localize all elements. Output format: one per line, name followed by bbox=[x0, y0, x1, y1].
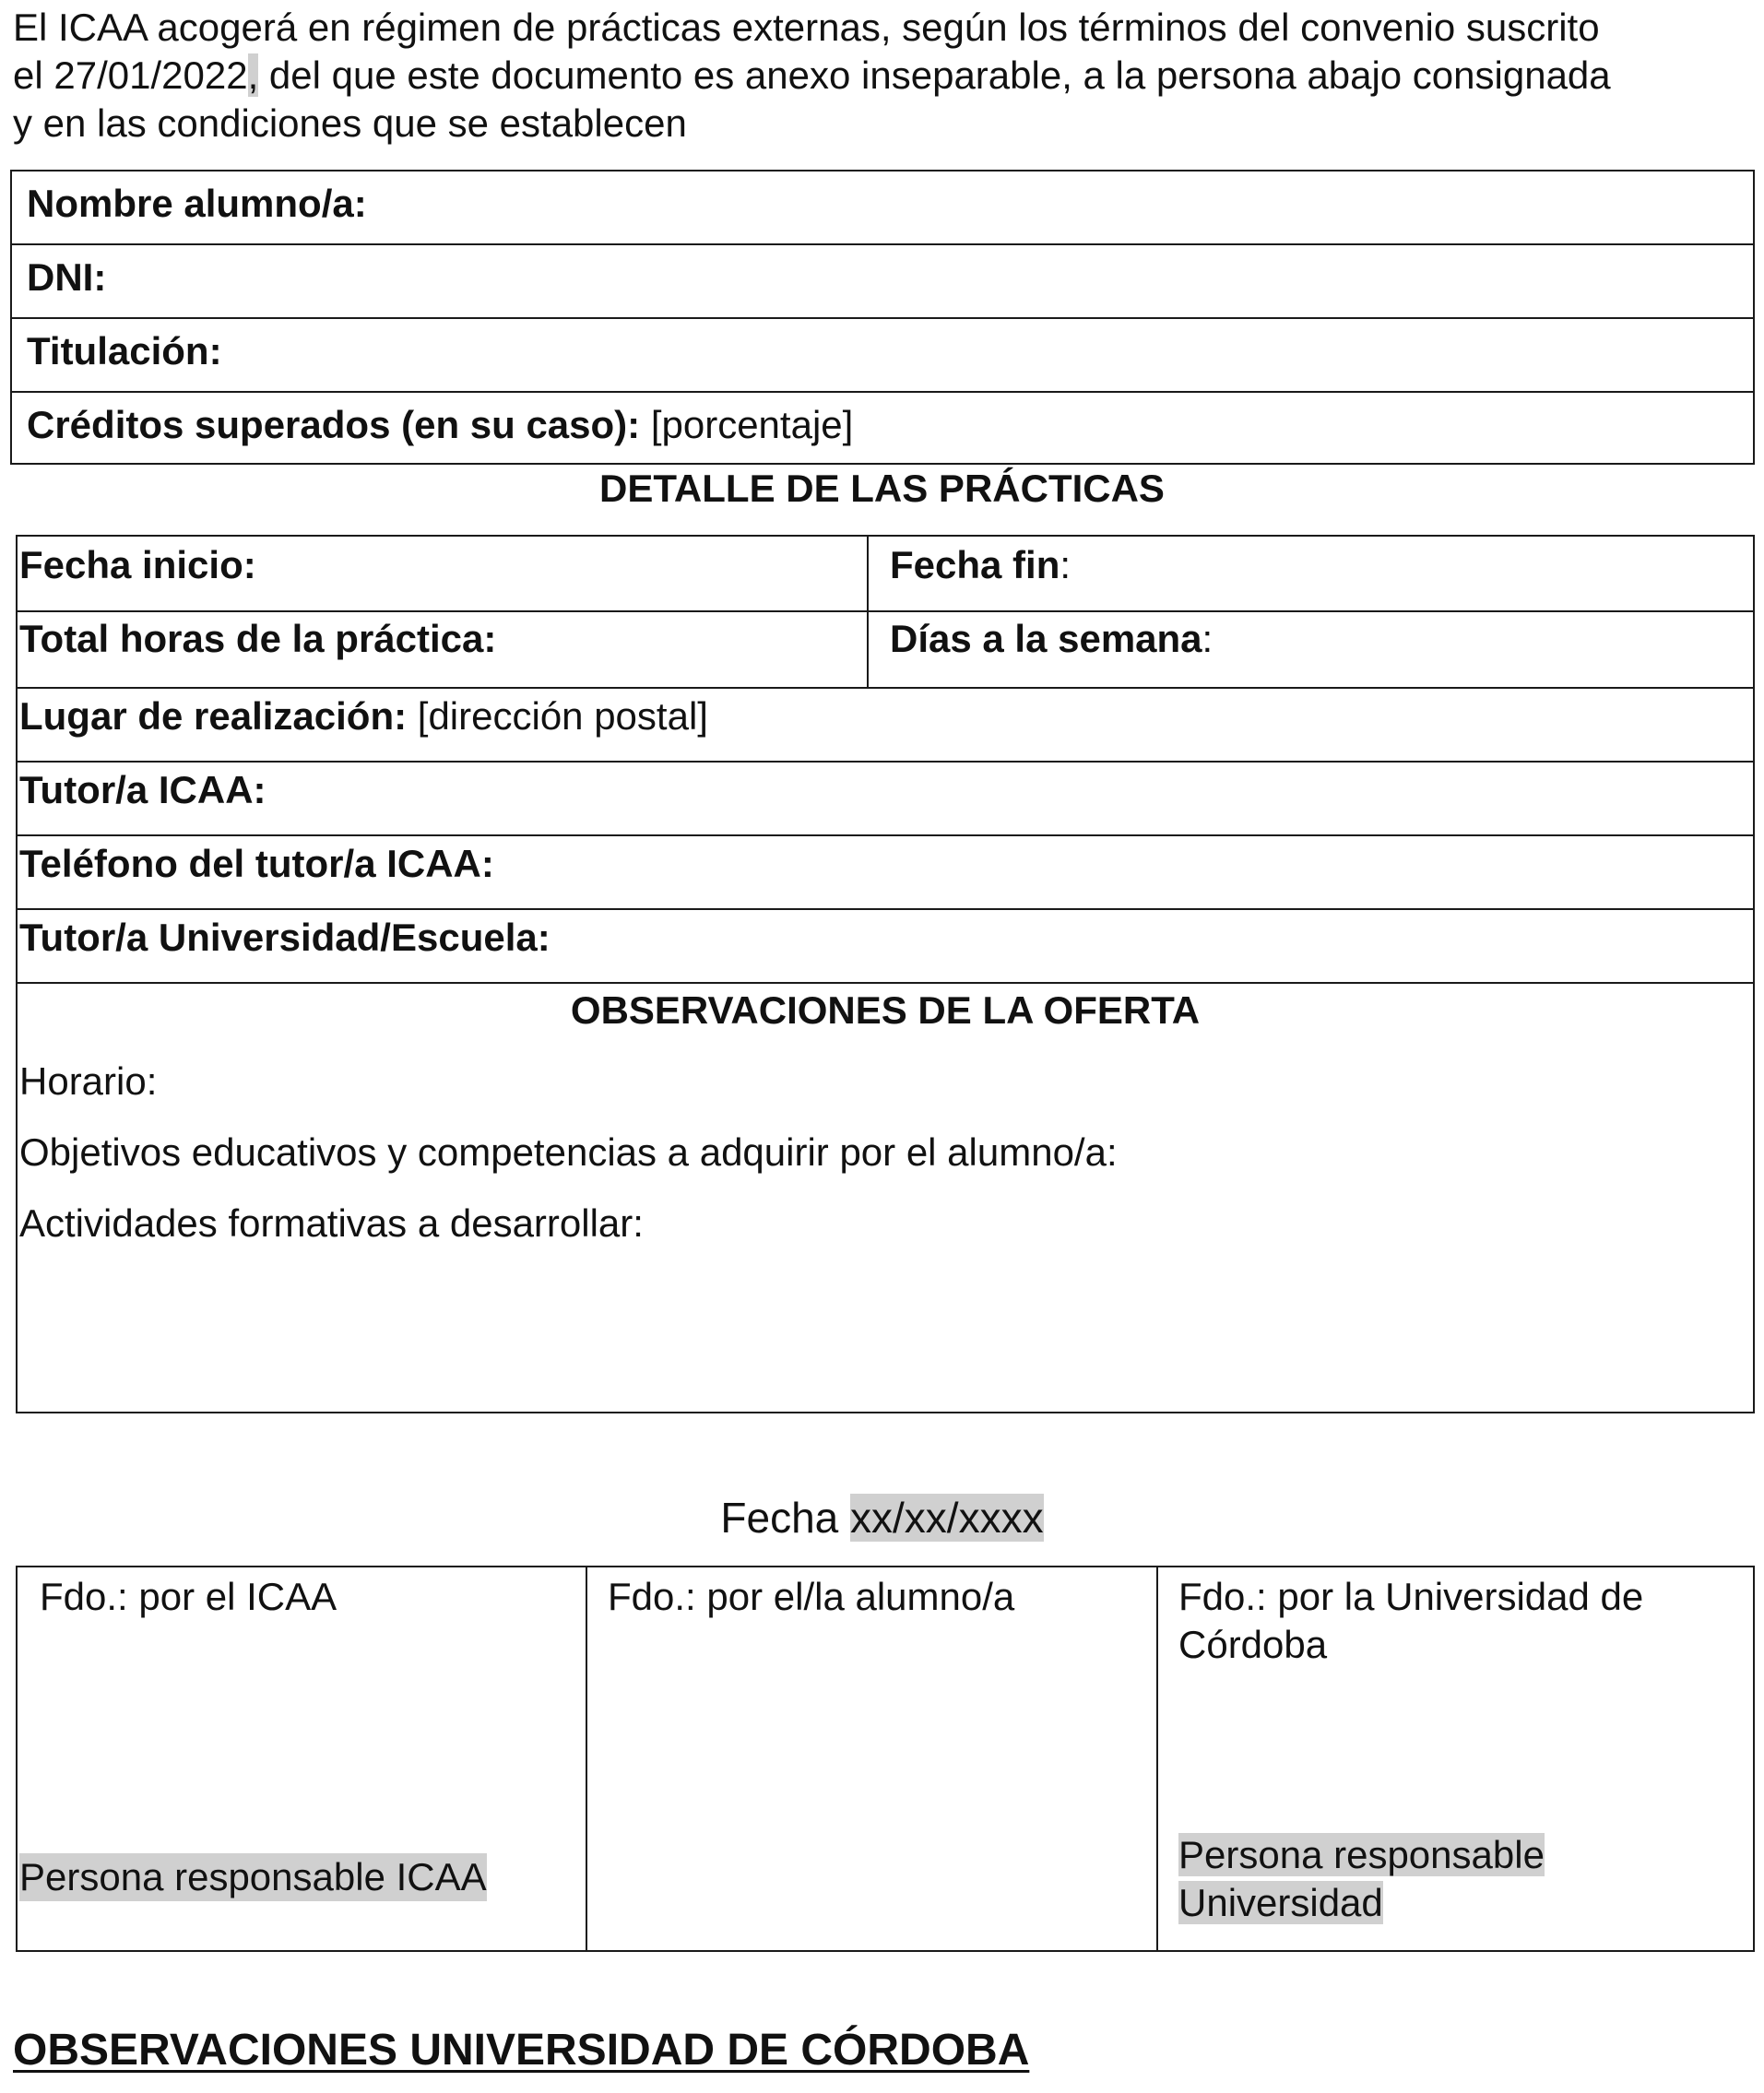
days-per-week-field bbox=[890, 616, 1213, 662]
intro-line-3: y en las condiciones que se establecen bbox=[13, 101, 687, 145]
signature-university-person-line-1: Persona responsable bbox=[1178, 1833, 1545, 1876]
university-observations-heading: OBSERVACIONES UNIVERSIDAD DE CÓRDOBA bbox=[13, 2026, 1030, 2075]
schedule-label: Horario: bbox=[19, 1059, 158, 1103]
intro-line-2-rest: del que este documento es anexo inseparable, a la persona abajo consignada bbox=[258, 53, 1611, 97]
start-date-label: Fecha inicio: bbox=[19, 543, 256, 586]
tutor-phone-label: Teléfono del tutor/a ICAA: bbox=[19, 842, 494, 885]
days-per-week-label: Días a la semana bbox=[890, 617, 1202, 660]
place-field bbox=[19, 693, 708, 739]
end-date-label: Fecha fin bbox=[890, 543, 1060, 586]
place-placeholder: [dirección postal] bbox=[407, 694, 708, 738]
intro-line-1: El ICAA acogerá en régimen de prácticas externas, según los términos del convenio suscrito bbox=[13, 6, 1600, 49]
date-label: Fecha bbox=[720, 1494, 851, 1542]
intro-date: el 27/01/2022 bbox=[13, 53, 248, 97]
signature-university-person bbox=[1178, 1831, 1545, 1927]
student-credits-placeholder: [porcentaje] bbox=[640, 403, 854, 446]
signature-university-title-line-2: Córdoba bbox=[1178, 1623, 1328, 1666]
signature-university-person-line-2: Universidad bbox=[1178, 1881, 1383, 1924]
student-credits-label: Créditos superados (en su caso): bbox=[27, 403, 641, 446]
activities-label: Actividades formativas a desarrollar: bbox=[19, 1201, 644, 1245]
student-dni-label: DNI: bbox=[27, 255, 107, 299]
student-name-label: Nombre alumno/a: bbox=[27, 182, 367, 225]
student-credits-field bbox=[27, 402, 853, 448]
observations-heading: OBSERVACIONES DE LA OFERTA bbox=[570, 988, 1201, 1032]
tutor-university-label: Tutor/a Universidad/Escuela: bbox=[19, 916, 551, 959]
end-date-field bbox=[890, 542, 1071, 588]
student-info-table bbox=[10, 170, 1755, 465]
details-heading: DETALLE DE LAS PRÁCTICAS bbox=[599, 467, 1165, 510]
internship-details-table bbox=[16, 535, 1755, 1413]
date-value: xx/xx/xxxx bbox=[850, 1494, 1044, 1542]
total-hours-label: Total horas de la práctica: bbox=[19, 617, 497, 660]
signature-icaa-person: Persona responsable ICAA bbox=[19, 1853, 487, 1901]
end-date-colon: : bbox=[1060, 543, 1071, 586]
tutor-icaa-label: Tutor/a ICAA: bbox=[19, 768, 266, 811]
signature-icaa-title: Fdo.: por el ICAA bbox=[40, 1575, 337, 1618]
student-degree-label: Titulación: bbox=[27, 329, 222, 372]
place-label: Lugar de realización: bbox=[19, 694, 408, 738]
signature-table bbox=[16, 1566, 1755, 1952]
signature-student-title: Fdo.: por el/la alumno/a bbox=[608, 1575, 1015, 1618]
date-line bbox=[0, 1492, 1764, 1543]
objectives-label: Objetivos educativos y competencias a adquirir por el alumno/a: bbox=[19, 1130, 1118, 1174]
intro-paragraph bbox=[13, 4, 1746, 148]
signature-university-title bbox=[1178, 1573, 1643, 1669]
intro-comma-highlight: , bbox=[247, 53, 259, 97]
days-per-week-colon: : bbox=[1202, 617, 1213, 660]
signature-university-title-line-1: Fdo.: por la Universidad de bbox=[1178, 1575, 1644, 1618]
